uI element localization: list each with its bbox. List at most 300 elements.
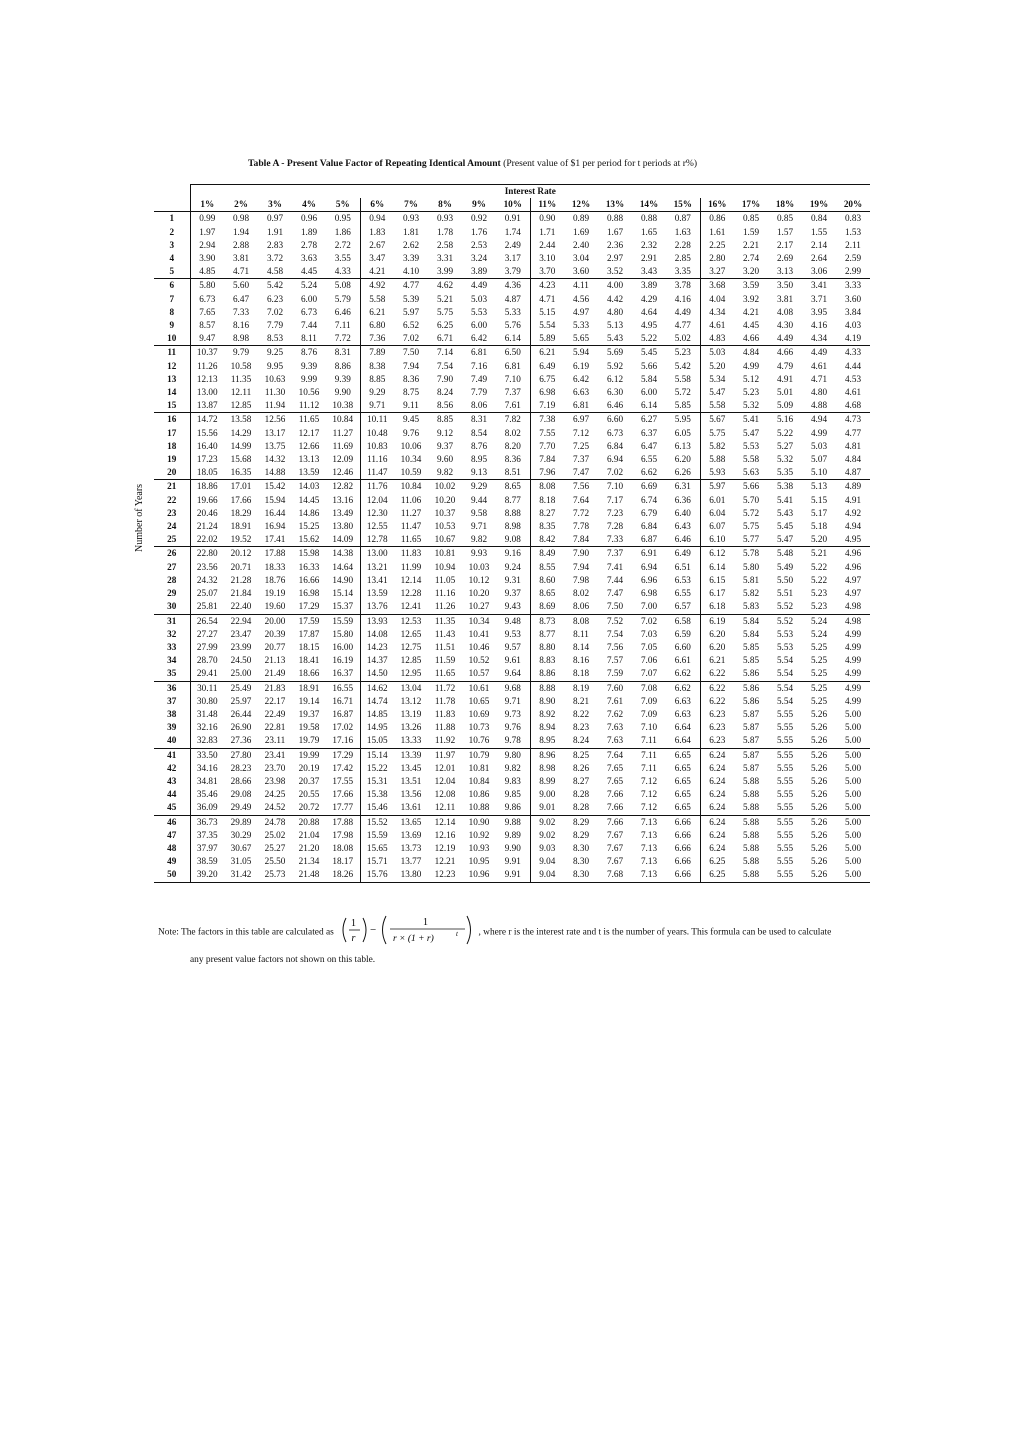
factor-cell: 4.89 [844, 481, 862, 492]
factor-cell: 2.25 [709, 239, 726, 250]
factor-cell: 13.45 [400, 762, 422, 773]
factor-cell: 4.08 [776, 306, 794, 317]
factor-cell: 5.26 [810, 829, 828, 840]
factor-cell: 5.22 [776, 427, 794, 438]
factor-cell: 5.50 [776, 574, 794, 585]
factor-cell: 5.16 [776, 414, 794, 425]
factor-cell: 11.69 [326, 440, 360, 453]
factor-cell: 4.97 [572, 306, 590, 317]
factor-cell: 4.96 [844, 548, 862, 559]
factor-cell: 5.03 [810, 440, 828, 451]
factor-cell: 8.36 [402, 373, 420, 384]
year-cell: 31 [154, 614, 190, 628]
factor-cell: 9.64 [496, 667, 530, 681]
factor-cell: 22.40 [224, 600, 258, 614]
factor-cell: 5.00 [844, 842, 862, 853]
factor-cell: 12.85 [400, 655, 422, 666]
factor-cell: 0.98 [232, 213, 250, 224]
factor-cell: 7.16 [470, 360, 488, 371]
factor-cell: 10.58 [230, 360, 252, 371]
factor-cell: 5.53 [776, 641, 794, 652]
factor-cell: 8.27 [572, 775, 590, 786]
factor-cell: 6.94 [606, 454, 624, 465]
factor-cell: 5.00 [844, 722, 862, 733]
factor-cell: 10.11 [367, 414, 388, 425]
factor-cell: 15.25 [298, 521, 320, 532]
factor-cell: 19.52 [224, 533, 258, 547]
factor-cell: 8.80 [539, 641, 556, 652]
factor-cell: 5.00 [844, 829, 862, 840]
factor-cell: 6.21 [539, 347, 556, 358]
table-row [154, 748, 870, 762]
factor-cell: 12.16 [434, 829, 456, 840]
factor-cell: 6.20 [666, 453, 700, 466]
year-cell: 46 [154, 815, 190, 829]
factor-cell: 8.98 [496, 520, 530, 533]
factor-cell: 6.20 [709, 628, 726, 639]
factor-cell: 8.98 [539, 762, 556, 773]
factor-cell: 6.24 [709, 749, 726, 760]
factor-cell: 8.76 [300, 347, 318, 358]
factor-cell: 5.95 [666, 413, 700, 427]
factor-cell: 9.04 [539, 856, 556, 867]
year-cell: 15 [154, 399, 190, 413]
factor-cell: 6.96 [640, 574, 658, 585]
formula-svg [338, 912, 474, 948]
factor-cell: 7.55 [539, 427, 556, 438]
factor-cell: 38.59 [196, 856, 218, 867]
rate-header-10: 10% [496, 198, 530, 212]
factor-cell: 9.04 [530, 868, 564, 882]
factor-cell: 5.00 [844, 789, 862, 800]
year-cell: 5 [154, 265, 190, 279]
factor-cell: 9.31 [496, 574, 530, 587]
factor-cell: 10.03 [468, 561, 490, 572]
factor-cell: 5.47 [768, 533, 802, 547]
factor-cell: 6.52 [402, 320, 420, 331]
factor-cell: 13.80 [394, 868, 428, 882]
factor-cell: 25.97 [230, 695, 252, 706]
factor-cell: 21.49 [258, 667, 292, 681]
factor-cell: 10.95 [468, 856, 490, 867]
factor-cell: 4.98 [844, 615, 862, 626]
factor-cell: 5.72 [742, 507, 760, 518]
factor-cell: 8.88 [539, 682, 556, 693]
factor-cell: 14.23 [366, 641, 388, 652]
factor-cell: 8.73 [539, 615, 556, 626]
factor-cell: 4.80 [606, 306, 624, 317]
table-row [154, 721, 870, 734]
table-row [154, 440, 870, 453]
table-row [154, 628, 870, 641]
factor-cell: 13.93 [366, 615, 388, 626]
factor-cell: 4.99 [844, 628, 862, 639]
factor-cell: 7.13 [632, 868, 666, 882]
percent-header-row [154, 198, 870, 212]
year-cell: 30 [154, 600, 190, 614]
factor-cell: 12.14 [434, 816, 456, 827]
factor-cell: 8.30 [572, 856, 590, 867]
factor-cell: 5.25 [810, 682, 828, 693]
year-cell: 37 [154, 695, 190, 708]
factor-cell: 6.23 [700, 734, 734, 748]
factor-cell: 23.56 [196, 561, 218, 572]
factor-cell: 22.94 [230, 615, 252, 626]
factor-cell: 5.18 [810, 521, 828, 532]
factor-cell: 8.29 [572, 829, 590, 840]
factor-cell: 6.19 [572, 360, 590, 371]
factor-cell: 16.37 [326, 667, 360, 681]
factor-cell: 5.25 [802, 667, 836, 681]
factor-cell: 31.48 [196, 708, 218, 719]
factor-cell: 5.80 [742, 561, 760, 572]
factor-cell: 2.14 [810, 239, 828, 250]
factor-cell: 5.43 [776, 507, 794, 518]
factor-cell: 6.24 [709, 789, 726, 800]
factor-cell: 5.32 [776, 454, 794, 465]
factor-cell: 15.65 [366, 842, 388, 853]
factor-cell: 5.88 [742, 816, 760, 827]
factor-cell: 7.65 [606, 762, 624, 773]
factor-cell: 6.47 [640, 440, 658, 451]
factor-cell: 6.80 [369, 320, 386, 331]
factor-cell: 3.27 [700, 265, 734, 279]
factor-cell: 11.47 [400, 521, 422, 532]
factor-cell: 17.29 [292, 600, 326, 614]
factor-cell: 12.85 [224, 399, 258, 413]
factor-cell: 6.65 [666, 748, 700, 762]
factor-cell: 8.36 [496, 453, 530, 466]
factor-cell: 2.67 [369, 239, 386, 250]
factor-cell: 8.55 [539, 561, 556, 572]
factor-cell: 8.51 [496, 466, 530, 480]
factor-cell: 8.90 [539, 695, 556, 706]
factor-cell: 18.29 [230, 507, 252, 518]
factor-cell: 8.11 [292, 332, 326, 346]
factor-cell: 3.99 [428, 265, 462, 279]
factor-cell: 19.99 [298, 749, 320, 760]
factor-cell: 6.01 [709, 494, 726, 505]
factor-cell: 0.91 [496, 212, 530, 226]
factor-cell: 6.22 [709, 682, 726, 693]
factor-cell: 7.63 [598, 734, 632, 748]
factor-cell: 9.37 [496, 587, 530, 600]
factor-cell: 30.29 [230, 829, 252, 840]
factor-cell: 4.73 [844, 414, 862, 425]
factor-cell: 36.73 [196, 816, 218, 827]
factor-cell: 6.22 [709, 695, 726, 706]
factor-cell: 0.85 [776, 213, 794, 224]
factor-cell: 6.13 [666, 440, 700, 453]
factor-cell: 0.88 [606, 213, 624, 224]
factor-cell: 15.52 [366, 816, 388, 827]
factor-cell: 9.58 [470, 507, 488, 518]
factor-cell: 13.00 [366, 548, 388, 559]
factor-cell: 1.89 [300, 226, 318, 237]
factor-cell: 2.53 [470, 239, 488, 250]
rate-header-19: 19% [802, 198, 836, 212]
table-row [154, 480, 870, 494]
factor-cell: 5.26 [810, 856, 828, 867]
factor-cell: 4.94 [844, 521, 862, 532]
year-cell: 18 [154, 440, 190, 453]
factor-cell: 5.09 [768, 399, 802, 413]
factor-cell: 3.95 [810, 306, 828, 317]
factor-cell: 12.08 [434, 789, 456, 800]
factor-cell: 4.33 [844, 347, 862, 358]
factor-cell: 9.02 [539, 829, 556, 840]
factor-cell: 7.19 [530, 399, 564, 413]
factor-cell: 14.72 [196, 414, 218, 425]
factor-cell: 4.45 [742, 320, 760, 331]
factor-cell: 13.75 [264, 440, 286, 451]
factor-cell: 8.26 [572, 762, 590, 773]
factor-cell: 20.00 [264, 615, 286, 626]
footnote [158, 912, 878, 967]
factor-cell: 7.03 [640, 628, 658, 639]
factor-cell: 6.21 [709, 655, 726, 666]
factor-cell: 17.42 [326, 762, 360, 775]
factor-cell: 6.22 [700, 667, 734, 681]
factor-cell: 26.54 [196, 615, 218, 626]
factor-cell: 13.65 [400, 816, 422, 827]
rate-header-18: 18% [768, 198, 802, 212]
factor-cell: 2.62 [402, 239, 420, 250]
factor-cell: 17.55 [326, 775, 360, 788]
factor-cell: 8.54 [470, 427, 488, 438]
factor-cell: 8.99 [539, 775, 556, 786]
factor-cell: 6.73 [199, 293, 216, 304]
factor-cell: 5.82 [742, 588, 760, 599]
factor-cell: 10.48 [366, 427, 388, 438]
factor-cell: 5.54 [776, 682, 794, 693]
factor-cell: 5.34 [709, 373, 726, 384]
factor-cell: 4.45 [292, 265, 326, 279]
factor-cell: 6.91 [640, 548, 658, 559]
factor-cell: 7.08 [640, 682, 658, 693]
factor-cell: 1.63 [666, 226, 700, 239]
factor-cell: 5.88 [742, 842, 760, 853]
factor-cell: 11.27 [400, 507, 422, 518]
factor-cell: 10.79 [468, 749, 490, 760]
factor-cell: 12.78 [360, 533, 394, 547]
factor-cell: 5.25 [810, 695, 828, 706]
factor-cell: 7.67 [606, 842, 624, 853]
factor-cell: 2.59 [844, 253, 862, 264]
factor-cell: 14.85 [366, 708, 388, 719]
factor-cell: 8.02 [496, 427, 530, 440]
factor-cell: 0.93 [436, 213, 454, 224]
factor-cell: 6.31 [666, 480, 700, 494]
factor-cell: 16.98 [298, 588, 320, 599]
factor-cell: 8.53 [258, 332, 292, 346]
factor-cell: 7.66 [598, 801, 632, 815]
factor-cell: 20.37 [298, 775, 320, 786]
factor-cell: 7.84 [539, 454, 556, 465]
factor-cell: 9.39 [300, 360, 318, 371]
factor-cell: 1.91 [266, 226, 284, 237]
factor-cell: 5.52 [776, 615, 794, 626]
factor-cell: 7.65 [606, 775, 624, 786]
factor-cell: 4.21 [742, 306, 760, 317]
factor-cell: 5.86 [734, 667, 768, 681]
factor-cell: 7.94 [572, 561, 590, 572]
factor-cell: 13.59 [292, 466, 326, 480]
factor-cell: 4.81 [844, 440, 862, 451]
factor-cell: 11.65 [298, 414, 320, 425]
factor-cell: 9.80 [496, 748, 530, 762]
factor-cell: 8.88 [496, 507, 530, 520]
factor-cell: 1.94 [232, 226, 250, 237]
factor-cell: 0.95 [326, 212, 360, 226]
factor-cell: 5.27 [776, 440, 794, 451]
factor-cell: 5.51 [776, 588, 794, 599]
factor-cell: 10.93 [468, 842, 490, 853]
factor-cell: 10.27 [462, 600, 496, 614]
factor-cell: 16.71 [326, 695, 360, 708]
factor-cell: 14.08 [366, 628, 388, 639]
factor-cell: 5.55 [776, 842, 794, 853]
factor-cell: 7.37 [606, 548, 624, 559]
table-body [154, 212, 870, 882]
factor-cell: 17.87 [298, 628, 320, 639]
factor-cell: 5.52 [768, 600, 802, 614]
factor-cell: 18.05 [190, 466, 224, 480]
factor-cell: 10.02 [434, 481, 456, 492]
factor-cell: 5.13 [810, 481, 828, 492]
factor-cell: 5.86 [742, 682, 760, 693]
factor-cell: 4.58 [258, 265, 292, 279]
factor-cell: 5.97 [402, 306, 420, 317]
factor-cell: 18.26 [326, 868, 360, 882]
factor-cell: 2.99 [836, 265, 870, 279]
factor-cell: 11.88 [434, 722, 456, 733]
factor-cell: 5.55 [768, 868, 802, 882]
factor-cell: 10.76 [462, 734, 496, 748]
year-cell: 22 [154, 494, 190, 507]
factor-cell: 17.98 [326, 829, 360, 842]
factor-cell: 15.22 [366, 762, 388, 773]
factor-cell: 5.88 [734, 801, 768, 815]
factor-cell: 5.23 [666, 346, 700, 360]
factor-cell: 10.84 [468, 775, 490, 786]
factor-cell: 19.58 [298, 722, 320, 733]
table-row [154, 293, 870, 306]
factor-cell: 7.67 [606, 856, 624, 867]
factor-cell: 27.80 [230, 749, 252, 760]
note-suffix: , where r is the interest rate and t is the number of years. This formula can be used to calculate [478, 927, 832, 938]
factor-cell: 11.12 [292, 399, 326, 413]
factor-cell: 12.21 [434, 856, 456, 867]
factor-cell: 7.13 [640, 856, 658, 867]
factor-cell: 8.24 [436, 387, 454, 398]
factor-cell: 12.09 [326, 453, 360, 466]
factor-cell: 14.95 [366, 722, 388, 733]
factor-cell: 10.53 [434, 521, 456, 532]
factor-cell: 14.90 [326, 574, 360, 587]
factor-cell: 7.00 [632, 600, 666, 614]
factor-cell: 10.84 [400, 481, 422, 492]
factor-cell: 5.69 [606, 347, 624, 358]
factor-cell: 4.99 [844, 641, 862, 652]
table-row [154, 212, 870, 226]
factor-cell: 6.10 [700, 533, 734, 547]
factor-cell: 5.54 [768, 667, 802, 681]
factor-cell: 10.56 [298, 387, 320, 398]
factor-cell: 10.92 [468, 829, 490, 840]
factor-cell: 4.66 [734, 332, 768, 346]
factor-cell: 5.54 [776, 655, 794, 666]
table-row [154, 600, 870, 614]
factor-cell: 7.90 [572, 548, 590, 559]
factor-cell: 17.77 [326, 801, 360, 815]
factor-cell: 10.81 [468, 762, 490, 773]
factor-cell: 5.58 [369, 293, 386, 304]
year-cell: 34 [154, 654, 190, 667]
factor-cell: 12.66 [298, 440, 320, 451]
factor-cell: 5.86 [742, 695, 760, 706]
factor-cell: 9.25 [266, 347, 284, 358]
factor-cell: 8.57 [199, 320, 216, 331]
year-cell: 29 [154, 587, 190, 600]
factor-cell: 7.57 [606, 655, 624, 666]
factor-cell: 4.97 [844, 588, 862, 599]
factor-cell: 7.79 [266, 320, 284, 331]
table-row [154, 762, 870, 775]
factor-cell: 7.96 [530, 466, 564, 480]
factor-cell: 22.02 [190, 533, 224, 547]
factor-cell: 12.01 [434, 762, 456, 773]
factor-cell: 7.11 [641, 762, 657, 773]
factor-cell: 5.87 [734, 734, 768, 748]
factor-cell: 5.55 [776, 708, 794, 719]
factor-cell: 6.25 [700, 868, 734, 882]
factor-cell: 4.92 [369, 280, 386, 291]
factor-cell: 9.78 [496, 734, 530, 748]
factor-cell: 8.83 [539, 655, 556, 666]
factor-cell: 8.65 [539, 588, 556, 599]
factor-cell: 9.29 [470, 481, 488, 492]
factor-cell: 15.80 [326, 628, 360, 641]
factor-cell: 21.13 [264, 655, 286, 666]
factor-cell: 6.46 [666, 533, 700, 547]
rate-header-7: 7% [394, 198, 428, 212]
year-cell: 45 [154, 801, 190, 815]
factor-cell: 8.23 [572, 722, 590, 733]
factor-cell: 4.56 [572, 293, 590, 304]
factor-cell: 6.55 [666, 587, 700, 600]
year-cell: 40 [154, 734, 190, 748]
factor-cell: 7.89 [369, 347, 386, 358]
factor-cell: 5.23 [802, 600, 836, 614]
table-row [154, 520, 870, 533]
factor-cell: 16.94 [264, 521, 286, 532]
interest-rate-header-row [154, 185, 870, 199]
factor-cell: 5.00 [836, 868, 870, 882]
factor-cell: 11.92 [428, 734, 462, 748]
factor-cell: 24.32 [196, 574, 218, 585]
factor-cell: 11.43 [434, 628, 456, 639]
factor-cell: 5.82 [709, 440, 726, 451]
factor-cell: 0.83 [844, 213, 862, 224]
factor-cell: 25.07 [196, 588, 218, 599]
factor-cell: 19.79 [292, 734, 326, 748]
factor-cell: 0.94 [369, 213, 386, 224]
factor-cell: 7.78 [572, 521, 590, 532]
factor-cell: 16.19 [326, 654, 360, 667]
rate-header-3: 3% [258, 198, 292, 212]
factor-cell: 20.88 [298, 816, 320, 827]
